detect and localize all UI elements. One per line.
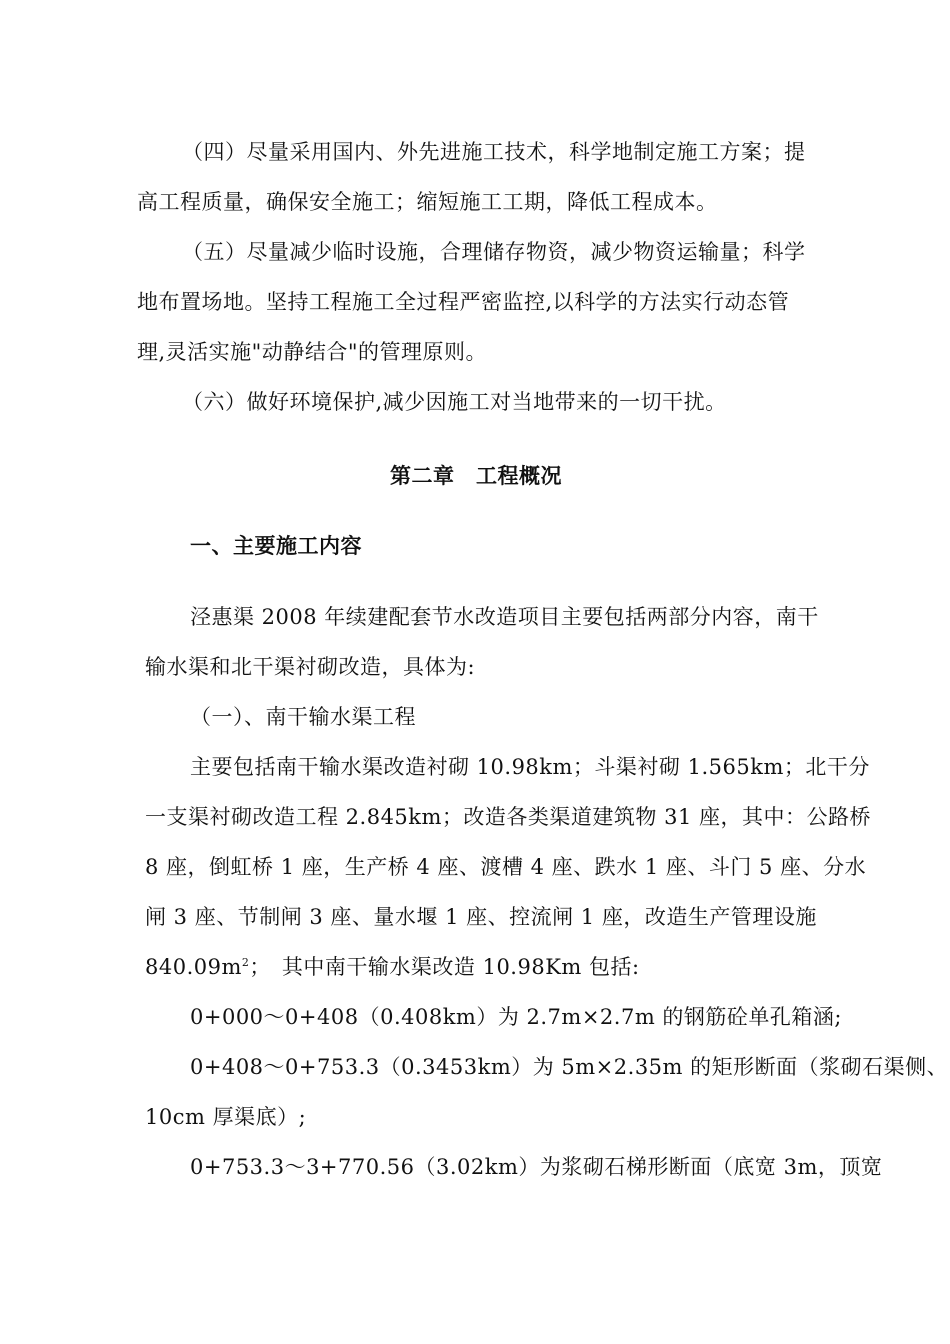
- area-line: [145, 953, 640, 981]
- paragraph-line: 地布置场地。坚持工程施工全过程严密监控,以科学的方法实行动态管: [137, 290, 790, 314]
- spec-line: 0+000～0+408（0.408km）为 2.7m×2.7m 的钢筋砼单孔箱涵;: [190, 1005, 842, 1029]
- paragraph-line: 输水渠和北干渠衬砌改造，具体为:: [145, 655, 476, 679]
- chapter-title: 第二章 工程概况: [390, 464, 562, 488]
- spec-line: 0+753.3～3+770.56（3.02km）为浆砌石梯形断面（底宽 3m，顶宽: [190, 1155, 883, 1179]
- paragraph-line: 高工程质量，确保安全施工；缩短施工工期，降低工程成本。: [137, 190, 718, 214]
- paragraph-line: 主要包括南干输水渠改造衬砌 10.98km；斗渠衬砌 1.565km；北干分: [190, 755, 870, 779]
- spec-line: 0+408～0+753.3（0.3453km）为 5m×2.35m 的矩形断面（浆砌石渠侧、: [190, 1055, 949, 1079]
- paragraph-line: （四）尽量采用国内、外先进施工技术，科学地制定施工方案；提: [182, 140, 806, 164]
- paragraph-line: 理,灵活实施"动静结合"的管理原则。: [137, 340, 487, 364]
- paragraph-line: 8 座，倒虹桥 1 座，生产桥 4 座、渡槽 4 座、跌水 1 座、斗门 5 座、分水: [145, 855, 867, 879]
- paragraph-line: 泾惠渠 2008 年续建配套节水改造项目主要包括两部分内容，南干: [190, 605, 819, 629]
- paragraph-line: 一支渠衬砌改造工程 2.845km；改造各类渠道建筑物 31 座，其中：公路桥: [145, 805, 872, 829]
- subsection-title: （一）、南干输水渠工程: [190, 705, 416, 729]
- area-value: 840.09m: [145, 955, 242, 979]
- section-title: 一、主要施工内容: [190, 534, 362, 558]
- area-line-rest: ； 其中南干输水渠改造 10.98Km 包括:: [249, 955, 640, 979]
- paragraph-line: （六）做好环境保护,减少因施工对当地带来的一切干扰。: [182, 390, 727, 414]
- spec-line: 10cm 厚渠底）;: [145, 1105, 307, 1129]
- area-superscript: 2: [241, 956, 250, 969]
- paragraph-line: （五）尽量减少临时设施，合理储存物资，减少物资运输量；科学: [182, 240, 806, 264]
- paragraph-line: 闸 3 座、节制闸 3 座、量水堰 1 座、控流闸 1 座，改造生产管理设施: [145, 905, 817, 929]
